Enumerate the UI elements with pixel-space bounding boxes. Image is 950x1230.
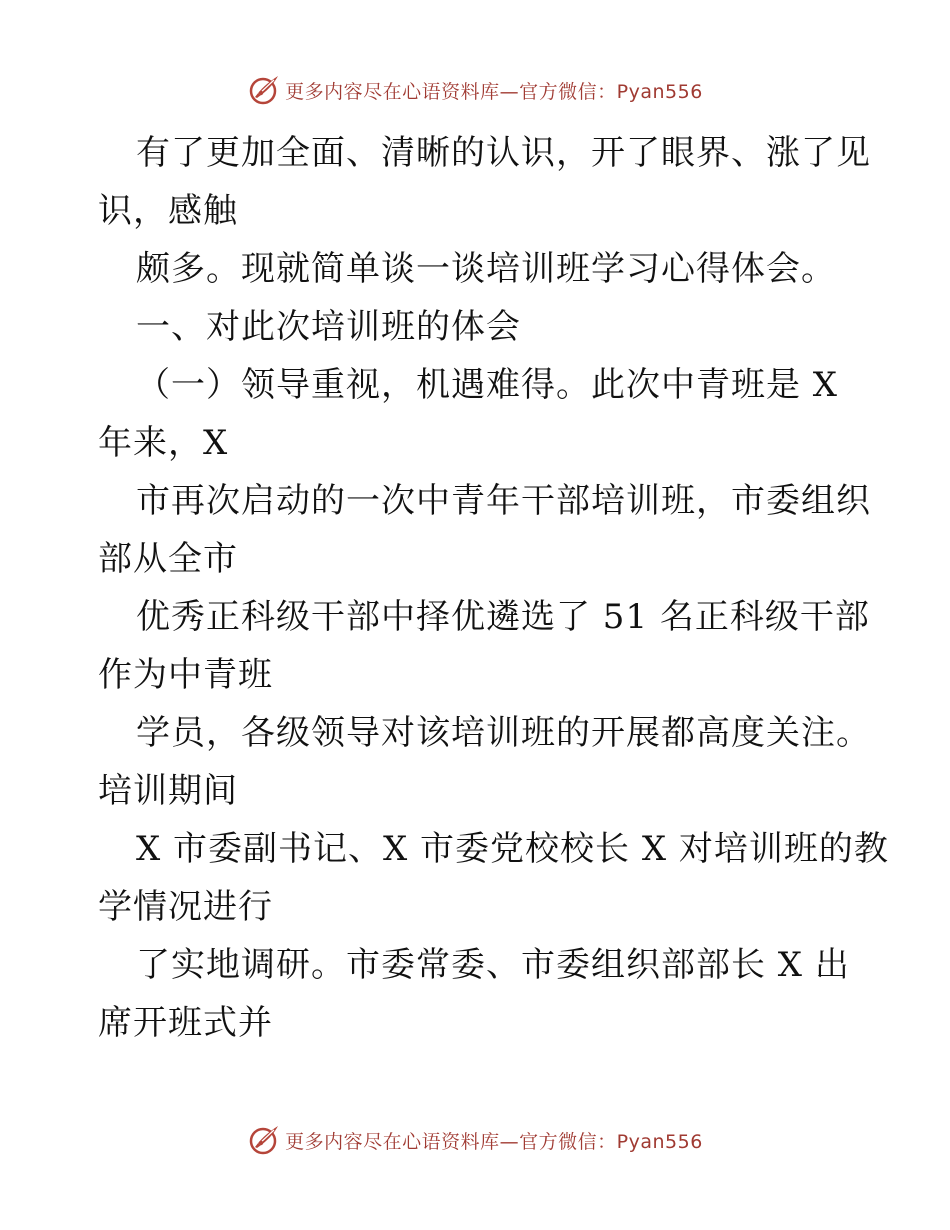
footer-watermark-banner xyxy=(0,1122,950,1158)
text-line: 学情况进行 xyxy=(98,887,273,927)
text-line: X 市委副书记、X 市委党校校长 X 对培训班的教 xyxy=(136,829,889,869)
text-line: 年来，X xyxy=(98,423,229,463)
text-line: 识，感触 xyxy=(98,191,238,231)
feather-quill-logo-icon xyxy=(247,1123,281,1157)
text-line: 了实地调研。市委常委、市委组织部部长 X 出 xyxy=(136,945,850,985)
text-line: 部从全市 xyxy=(98,539,238,579)
text-line: 一、对此次培训班的体会 xyxy=(136,307,521,347)
text-line: 优秀正科级干部中择优遴选了 51 名正科级干部 xyxy=(136,597,870,637)
text-line: 市再次启动的一次中青年干部培训班，市委组织 xyxy=(136,481,871,521)
text-line: 颇多。现就简单谈一谈培训班学习心得体会。 xyxy=(136,249,836,289)
document-body xyxy=(98,124,889,1052)
header-watermark-text: 更多内容尽在心语资料库—官方微信：Pyan556 xyxy=(285,80,703,103)
feather-quill-logo-icon xyxy=(247,73,281,107)
text-line: 学员，各级领导对该培训班的开展都高度关注。 xyxy=(136,713,871,753)
text-line: 作为中青班 xyxy=(98,655,273,695)
text-line: 席开班式并 xyxy=(98,1003,273,1043)
footer-watermark-text: 更多内容尽在心语资料库—官方微信：Pyan556 xyxy=(285,1130,703,1153)
text-line: （一）领导重视，机遇难得。此次中青班是 X xyxy=(136,365,839,405)
text-line: 培训期间 xyxy=(98,771,238,811)
text-line: 有了更加全面、清晰的认识，开了眼界、涨了见 xyxy=(136,133,871,173)
header-watermark-banner xyxy=(0,72,950,108)
